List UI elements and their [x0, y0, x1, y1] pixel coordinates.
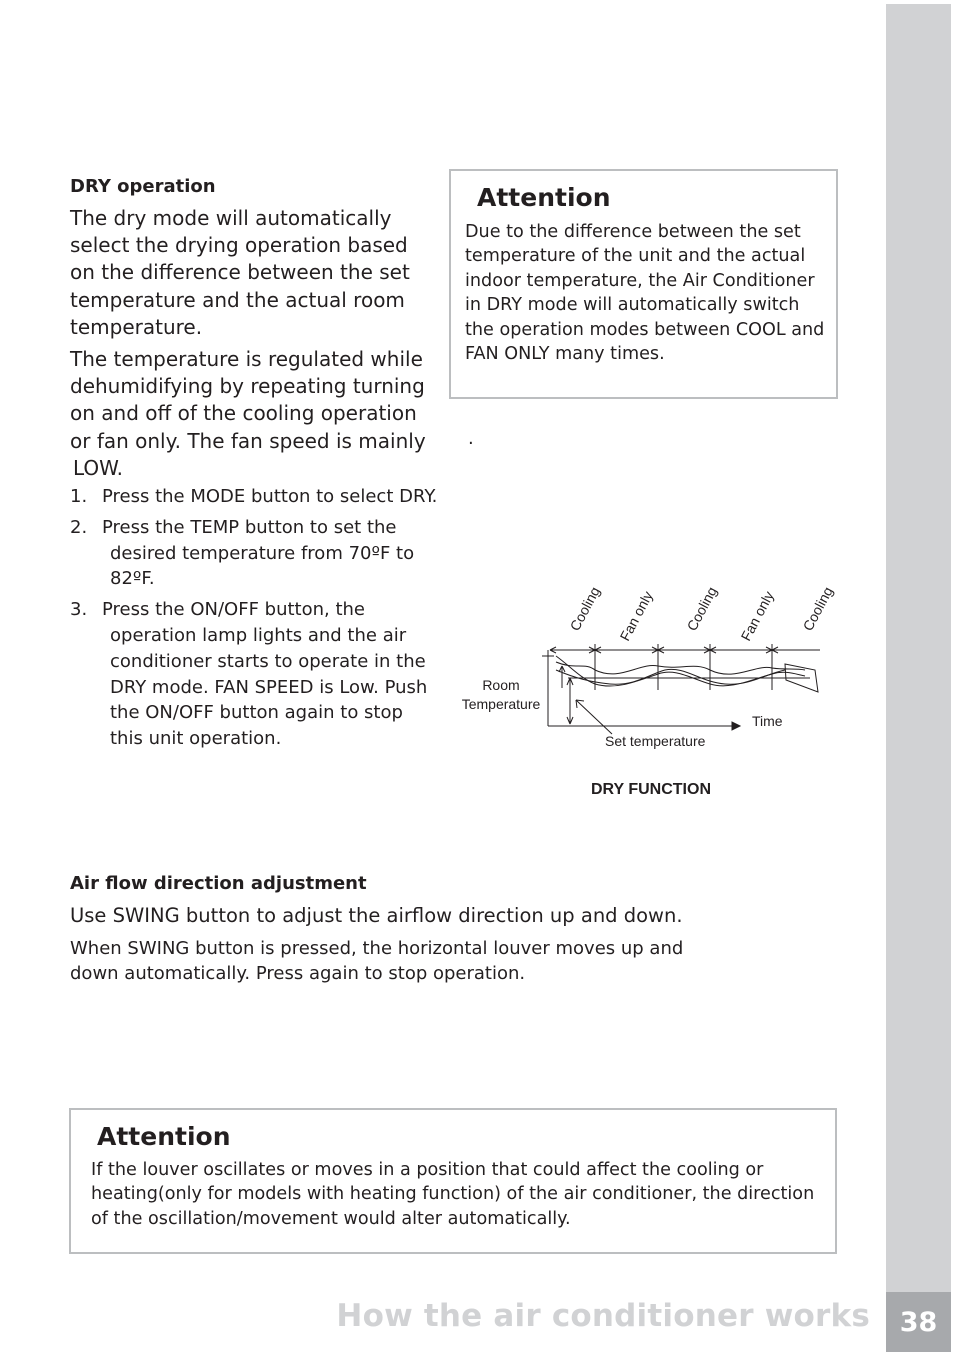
dry-low-text: LOW.: [73, 455, 124, 480]
attention-box-dry: [449, 169, 838, 399]
phase-labels: [567, 584, 836, 643]
airflow-paragraph-2: When SWING button is pressed, the horizontal louver moves up and down automatically. Press again to stop operation.: [70, 938, 684, 984]
footer-section-title: How the air conditioner works: [336, 1298, 870, 1334]
attention-box-louver: [69, 1108, 837, 1254]
step-text: Press the TEMP button to set the desired temperature from 70ºF to 82ºF.: [102, 516, 415, 590]
list-item: [70, 597, 440, 752]
phase-label-cooling-2: Cooling: [683, 583, 720, 634]
attention-text: Due to the difference between the set temperature of the unit and the actual indoor temperature, the Air Conditioner in DRY mode will automatically switch the operation modes between COOL and FAN ONLY many times.: [465, 222, 825, 365]
dry-operation-heading: DRY operation: [70, 176, 216, 197]
attention-title: Attention: [477, 183, 611, 212]
step-text: Press the ON/OFF button, the operation lamp lights and the air conditioner starts to operate in the DRY mode. FAN SPEED is Low. Push the ON/OFF button again to stop this unit operation.: [102, 599, 428, 750]
airflow-paragraph-1: Use SWING button to adjust the airflow direction up and down.: [70, 904, 683, 927]
dry-intro-paragraph: The dry mode will automatically select the drying operation based on the difference between the set temperature and the actual room temperature.: [70, 206, 410, 339]
set-temperature-label: Set temperature: [605, 733, 706, 749]
step-number: 3.: [70, 599, 88, 621]
step-number: 1.: [70, 486, 88, 507]
attention-title: Attention: [97, 1122, 231, 1151]
room-label-line1: Room: [482, 677, 520, 693]
step-text: Press the MODE button to select DRY.: [102, 486, 438, 507]
stray-dot: .: [468, 428, 474, 449]
phase-label-cooling-3: Cooling: [799, 583, 836, 634]
time-label: Time: [752, 713, 783, 729]
dry-regulation-text: The temperature is regulated while dehumidifying by repeating turning on and off of the cooling operation or fan only. The fan speed is mainly: [70, 347, 426, 453]
room-label-line2: Temperature: [461, 696, 541, 712]
measurement-arrows: [559, 666, 612, 734]
attention-text: If the louver oscillates or moves in a position that could affect the cooling or heating(only for models with heating function) of the air conditioner, the direction of the oscillation/movement would alter automatically.: [91, 1160, 815, 1229]
list-item: [70, 515, 440, 592]
dry-regulation-paragraph: [70, 346, 436, 482]
dry-steps-list: [70, 484, 440, 757]
phase-arrows: [550, 647, 820, 653]
airflow-heading: Air flow direction adjustment: [70, 873, 367, 894]
phase-label-fan-only-2: Fan only: [737, 588, 777, 644]
diagram-title: DRY FUNCTION: [591, 781, 711, 798]
page-sidebar: [886, 4, 951, 1348]
page-number: 38: [886, 1292, 951, 1352]
phase-label-fan-only-1: Fan only: [616, 588, 656, 644]
phase-label-cooling-1: Cooling: [566, 583, 603, 634]
dry-function-diagram: [450, 570, 870, 810]
list-item: [70, 484, 440, 510]
step-number: 2.: [70, 516, 88, 538]
